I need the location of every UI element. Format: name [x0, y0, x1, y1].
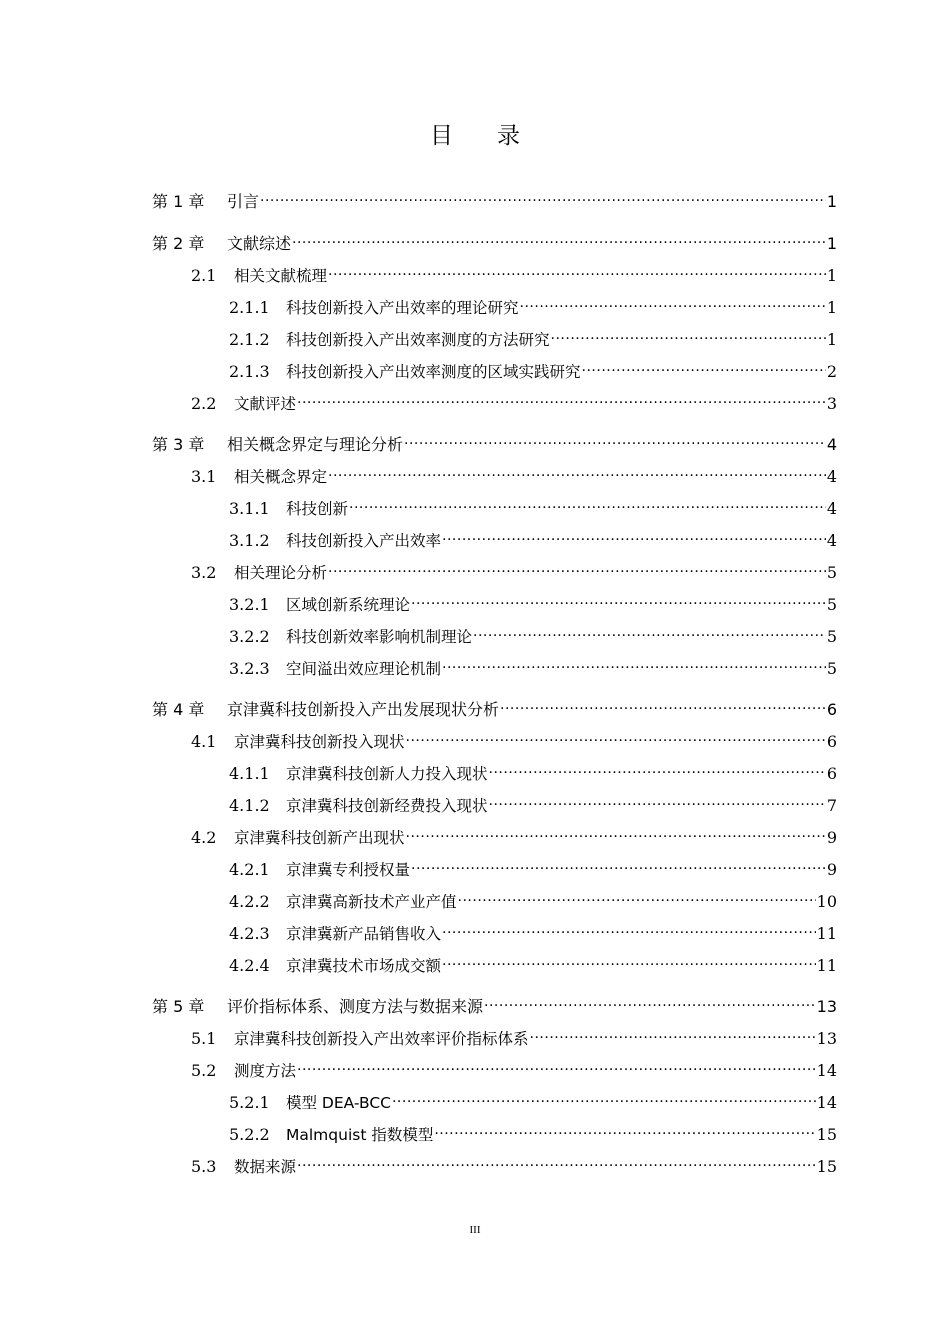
toc-dot-leader	[442, 947, 816, 971]
toc-entry-page: 7	[826, 796, 837, 815]
toc-entry-title: 京津冀科技创新投入产出效率评价指标体系	[234, 1030, 529, 1048]
toc-dot-leader	[458, 883, 816, 907]
toc-entry-number: 4.2.3	[229, 924, 270, 943]
toc-dot-leader	[297, 1148, 816, 1172]
toc-dot-leader	[292, 225, 826, 249]
toc-entry-page: 1	[826, 192, 837, 211]
toc-entry[interactable]	[229, 522, 837, 550]
toc-entry-number: 3.2.2	[229, 627, 270, 646]
toc-entry-title: 京津冀科技创新产出现状	[234, 829, 405, 847]
toc-entry-title: 空间溢出效应理论机制	[286, 660, 442, 678]
toc-dot-leader	[406, 819, 826, 843]
toc-dot-leader	[328, 458, 826, 482]
toc-entry[interactable]	[229, 755, 837, 783]
toc-entry[interactable]	[191, 458, 837, 486]
toc-entry[interactable]	[229, 947, 837, 975]
toc-entry-page: 10	[816, 892, 837, 911]
toc-entry[interactable]	[229, 1084, 837, 1112]
toc-entry-title: 评价指标体系、测度方法与数据来源	[227, 997, 484, 1016]
toc-entry-title: 测度方法	[234, 1062, 297, 1080]
toc-entry-number: 2.1.2	[229, 330, 270, 349]
toc-entry-number: 5.2.1	[229, 1093, 270, 1112]
toc-entry-title: 文献评述	[234, 395, 297, 413]
toc-entry-title: 京津冀科技创新经费投入现状	[286, 797, 488, 815]
toc-entry[interactable]	[191, 723, 837, 751]
toc-entry-number: 3.2.3	[229, 659, 270, 678]
page-number-footer: III	[469, 1224, 481, 1236]
toc-entry-number: 4.1.2	[229, 796, 270, 815]
toc-entry-page: 2	[826, 362, 837, 381]
toc-entry-number: 5.3	[191, 1157, 217, 1176]
toc-entry-page: 13	[816, 997, 837, 1016]
toc-entry[interactable]	[191, 554, 837, 582]
toc-entry-number: 4.1	[191, 732, 217, 751]
toc-entry[interactable]	[229, 915, 837, 943]
toc-entry-title: 科技创新投入产出效率	[286, 532, 442, 550]
toc-entry[interactable]	[229, 586, 837, 614]
toc-entry-title: 京津冀高新技术产业产值	[286, 893, 457, 911]
toc-dot-leader	[442, 650, 826, 674]
toc-entry[interactable]	[191, 1020, 837, 1048]
toc-entry-page: 5	[826, 595, 837, 614]
toc-entry-number: 2.1	[191, 266, 217, 285]
toc-dot-leader	[411, 851, 826, 875]
toc-entry[interactable]	[229, 851, 837, 879]
toc-dot-leader	[551, 321, 826, 345]
toc-entry-title: 引言	[227, 192, 260, 211]
toc-entry-page: 14	[816, 1061, 837, 1080]
toc-entry-page: 9	[826, 828, 837, 847]
toc-entry-title: 科技创新投入产出效率测度的方法研究	[286, 331, 550, 349]
toc-entry-title: 京津冀技术市场成交额	[286, 957, 442, 975]
toc-dot-leader	[404, 426, 826, 450]
toc-entry-page: 6	[826, 700, 837, 719]
toc-dot-leader	[442, 915, 816, 939]
toc-entry[interactable]	[152, 183, 837, 211]
toc-entry[interactable]	[229, 787, 837, 815]
toc-entry[interactable]	[229, 353, 837, 381]
toc-dot-leader	[328, 257, 826, 281]
toc-entry-number: 第 1 章	[152, 192, 205, 211]
toc-entry-number: 5.2.2	[229, 1125, 270, 1144]
toc-entry-number: 第 3 章	[152, 435, 205, 454]
page-title-char-2: 录	[497, 123, 520, 149]
toc-dot-leader	[349, 490, 826, 514]
toc-dot-leader	[328, 554, 826, 578]
toc-entry-page: 4	[826, 499, 837, 518]
toc-entry-title: 科技创新效率影响机制理论	[286, 628, 473, 646]
toc-entry[interactable]	[229, 289, 837, 317]
toc-entry-page: 1	[826, 298, 837, 317]
toc-dot-leader	[484, 988, 816, 1012]
toc-entry[interactable]	[152, 691, 837, 719]
toc-entry-number: 3.1.2	[229, 531, 270, 550]
toc-dot-leader	[500, 691, 826, 715]
toc-entry-title: 区域创新系统理论	[286, 596, 411, 614]
toc-entry-page: 3	[826, 394, 837, 413]
toc-entry-number: 3.1	[191, 467, 217, 486]
toc-entry[interactable]	[191, 257, 837, 285]
toc-entry[interactable]	[191, 385, 837, 413]
toc-dot-leader	[434, 1116, 815, 1140]
toc-dot-leader	[473, 618, 826, 642]
toc-dot-leader	[297, 385, 826, 409]
toc-entry-page: 13	[816, 1029, 837, 1048]
toc-entry-page: 5	[826, 563, 837, 582]
toc-dot-leader	[297, 1052, 816, 1076]
toc-entry[interactable]	[229, 618, 837, 646]
toc-entry[interactable]	[229, 650, 837, 678]
toc-entry[interactable]	[152, 426, 837, 454]
toc-entry[interactable]	[152, 225, 837, 253]
toc-entry-number: 5.1	[191, 1029, 217, 1048]
toc-entry-page: 15	[816, 1125, 837, 1144]
toc-entry-number: 4.2	[191, 828, 217, 847]
toc-entry[interactable]	[152, 988, 837, 1016]
toc-entry-number: 4.2.1	[229, 860, 270, 879]
toc-entry-title: 京津冀科技创新投入现状	[234, 733, 405, 751]
toc-entry-title: 科技创新投入产出效率的理论研究	[286, 299, 519, 317]
toc-entry-number: 2.1.1	[229, 298, 270, 317]
toc-dot-leader	[582, 353, 826, 377]
toc-entry-number: 3.2	[191, 563, 217, 582]
toc-entry[interactable]	[229, 883, 837, 911]
toc-entry-title: 文献综述	[227, 234, 292, 253]
toc-entry-number: 3.1.1	[229, 499, 270, 518]
toc-entry-page: 11	[816, 924, 837, 943]
toc-entry[interactable]	[191, 819, 837, 847]
toc-entry-title: 京津冀新产品销售收入	[286, 925, 442, 943]
toc-entry-page: 4	[826, 531, 837, 550]
toc-entry-page: 9	[826, 860, 837, 879]
toc-entry-number: 第 2 章	[152, 234, 205, 253]
toc-entry-number: 第 5 章	[152, 997, 205, 1016]
toc-entry-page: 11	[816, 956, 837, 975]
toc-entry-page: 1	[826, 234, 837, 253]
toc-entry[interactable]	[229, 321, 837, 349]
toc-entry-number: 4.2.2	[229, 892, 270, 911]
toc-entry-title: 科技创新	[286, 500, 349, 518]
toc-entry-page: 6	[826, 764, 837, 783]
toc-entry-page: 14	[816, 1093, 837, 1112]
toc-entry-page: 6	[826, 732, 837, 751]
toc-entry-page: 1	[826, 266, 837, 285]
toc-entry[interactable]	[229, 1116, 837, 1144]
toc-entry-title: 模型 DEA-BCC	[286, 1094, 391, 1112]
page-title	[0, 117, 950, 150]
toc-entry-number: 第 4 章	[152, 700, 205, 719]
toc-entry-title: 相关概念界定与理论分析	[227, 435, 404, 454]
toc-dot-leader	[520, 289, 826, 313]
toc-entry-number: 2.2	[191, 394, 217, 413]
toc-entry[interactable]	[191, 1052, 837, 1080]
page-title-char-1: 目	[430, 123, 453, 149]
toc-entry-page: 5	[826, 627, 837, 646]
toc-entry-title: 京津冀科技创新人力投入现状	[286, 765, 488, 783]
toc-entry-page: 5	[826, 659, 837, 678]
toc-entry-page: 4	[826, 435, 837, 454]
toc-dot-leader	[392, 1084, 816, 1108]
toc-entry-page: 4	[826, 467, 837, 486]
toc-dot-leader	[489, 787, 826, 811]
toc-entry-number: 4.2.4	[229, 956, 270, 975]
toc-entry-title: 数据来源	[234, 1158, 297, 1176]
toc-entry[interactable]	[229, 490, 837, 518]
toc-dot-leader	[530, 1020, 816, 1044]
toc-entry-title: 京津冀专利授权量	[286, 861, 411, 879]
toc-dot-leader	[260, 183, 826, 207]
toc-entry-number: 5.2	[191, 1061, 217, 1080]
toc-entry-number: 2.1.3	[229, 362, 270, 381]
toc-dot-leader	[489, 755, 826, 779]
toc-entry-page: 15	[816, 1157, 837, 1176]
toc-entry-title: 相关概念界定	[234, 468, 328, 486]
toc-entry-title: 科技创新投入产出效率测度的区域实践研究	[286, 363, 581, 381]
toc-entry-title: 相关理论分析	[234, 564, 328, 582]
toc-entry-title: 相关文献梳理	[234, 267, 328, 285]
toc-entry[interactable]	[191, 1148, 837, 1176]
toc-entry-title: Malmquist 指数模型	[286, 1126, 434, 1144]
toc-entry-number: 3.2.1	[229, 595, 270, 614]
toc-dot-leader	[406, 723, 826, 747]
toc-entry-title: 京津冀科技创新投入产出发展现状分析	[227, 700, 500, 719]
toc-entry-number: 4.1.1	[229, 764, 270, 783]
toc-dot-leader	[411, 586, 826, 610]
toc-entry-page: 1	[826, 330, 837, 349]
toc-dot-leader	[442, 522, 826, 546]
